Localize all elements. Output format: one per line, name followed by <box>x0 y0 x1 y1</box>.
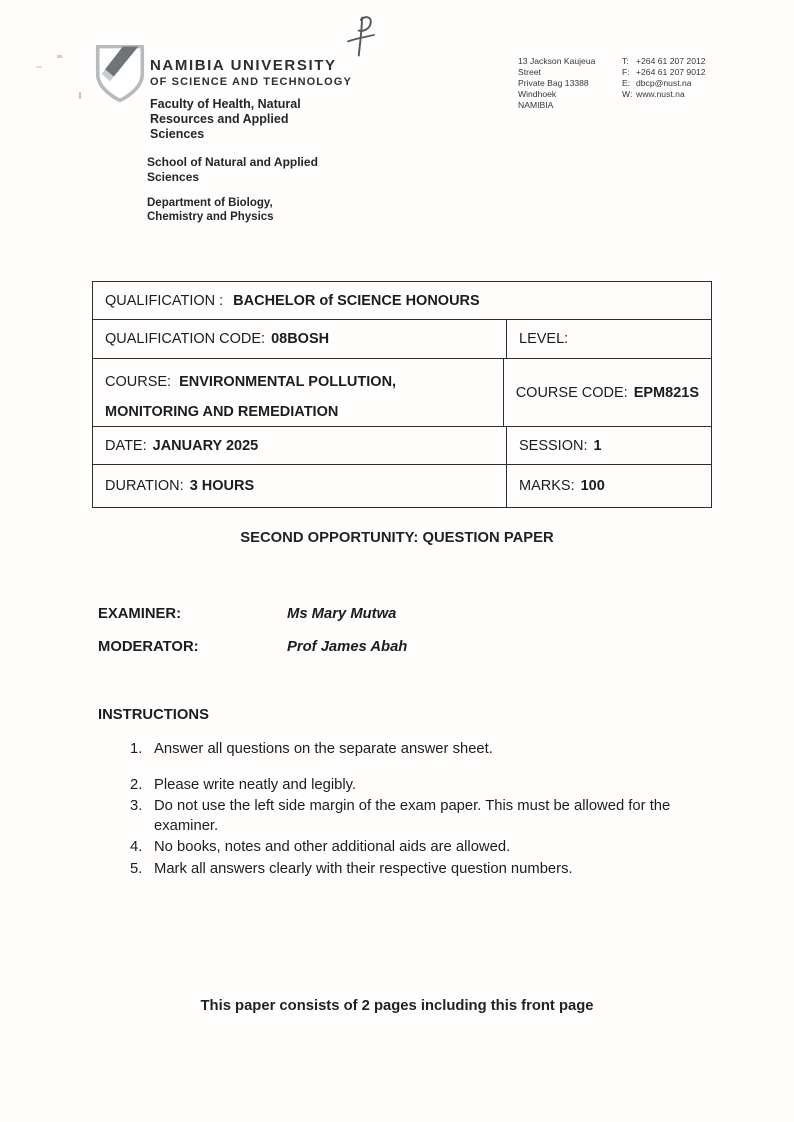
examiner-name: Ms Mary Mutwa <box>287 606 397 622</box>
duration-value: 3 HOURS <box>189 478 255 494</box>
course-code-cell <box>504 359 711 426</box>
contact-lines <box>622 56 706 111</box>
address-line: Windhoek <box>518 89 557 99</box>
exam-info-table <box>92 281 712 508</box>
date-value: JANUARY 2025 <box>152 437 259 454</box>
examiner-label: EXAMINER: <box>98 606 182 622</box>
course-code-value: EPM821S <box>633 384 699 401</box>
instruction-number: 2. <box>130 776 143 793</box>
marks-cell <box>507 465 711 507</box>
table-row-course <box>93 359 711 427</box>
instruction-text: No books, notes and other additional aids are allowed. <box>154 839 511 855</box>
instruction-text: Please write neatly and legibly. <box>154 776 357 793</box>
address-line: NAMIBIA <box>518 100 554 110</box>
address-block <box>518 56 706 111</box>
address-line: 13 Jackson Kaujeua Street <box>518 56 596 77</box>
table-row-code-level <box>93 320 711 359</box>
instruction-text: Answer all questions on the separate answer sheet. <box>154 741 493 757</box>
contact-value: +264 61 207 9012 <box>636 67 706 77</box>
instructions-title: INSTRUCTIONS <box>98 707 209 723</box>
university-name-line1: NAMIBIA UNIVERSITY <box>150 57 337 74</box>
instruction-text: Mark all answers clearly with their respective question numbers. <box>154 860 573 877</box>
contact-label: F: <box>622 67 630 77</box>
course-code-label: COURSE CODE: <box>515 384 628 401</box>
instruction-number: 4. <box>130 839 143 855</box>
contact-value: +264 61 207 2012 <box>636 56 706 66</box>
date-label: DATE: <box>105 437 147 454</box>
course-label: COURSE: <box>105 374 172 390</box>
qualification-label: QUALIFICATION : <box>105 292 224 309</box>
qualification-code-value: 08BOSH <box>271 331 330 347</box>
duration-label: DURATION: <box>105 478 184 494</box>
instruction-item <box>130 838 686 858</box>
contact-line <box>622 89 706 100</box>
contact-line <box>622 67 706 78</box>
page-count-note: This paper consists of 2 pages including this front page <box>200 998 594 1014</box>
instruction-number: 5. <box>130 860 143 877</box>
marks-label: MARKS: <box>519 478 575 494</box>
qualification-cell <box>93 282 711 319</box>
instructions-list <box>130 740 686 881</box>
contact-value: www.nust.na <box>636 89 685 99</box>
instruction-text: Do not use the left side margin of the exam paper. This must be allowed for the examiner. <box>154 798 671 834</box>
contact-label: E: <box>622 78 631 88</box>
qualification-code-label: QUALIFICATION CODE: <box>105 331 266 347</box>
people-block <box>98 606 658 672</box>
session-value: 1 <box>593 437 602 454</box>
scan-speck <box>36 66 42 68</box>
instruction-number: 3. <box>130 798 143 814</box>
address-lines <box>518 56 615 111</box>
university-wordmark <box>150 57 352 89</box>
instruction-item <box>130 776 686 796</box>
nust-shield-logo-icon <box>94 45 146 103</box>
level-cell <box>507 320 711 358</box>
session-label: SESSION: <box>519 437 588 454</box>
handwritten-pen-mark <box>338 10 386 62</box>
course-cell <box>93 359 504 426</box>
contact-line <box>622 78 706 89</box>
scan-speck <box>57 55 62 58</box>
university-name-line2: OF SCIENCE AND TECHNOLOGY <box>150 76 352 88</box>
date-cell <box>93 427 507 464</box>
contact-label: W: <box>622 89 633 99</box>
paper-type-heading: SECOND OPPORTUNITY: QUESTION PAPER <box>240 530 554 546</box>
duration-cell <box>93 465 507 507</box>
moderator-row <box>98 639 658 655</box>
instruction-item <box>130 797 686 836</box>
table-row-date-session <box>93 427 711 465</box>
examiner-row <box>98 606 658 622</box>
instruction-item <box>130 740 686 760</box>
qualification-value: BACHELOR of SCIENCE HONOURS <box>233 292 480 309</box>
level-label: LEVEL: <box>519 331 569 347</box>
instruction-number: 1. <box>130 741 143 757</box>
moderator-label: MODERATOR: <box>98 639 199 655</box>
moderator-name: Prof James Abah <box>287 639 408 655</box>
marks-value: 100 <box>580 478 605 494</box>
address-line: Private Bag 13388 <box>518 78 589 88</box>
contact-label: T: <box>622 56 629 66</box>
scan-speck <box>79 92 81 99</box>
faculty-name: Faculty of Health, Natural Resources and Applied Sciences <box>150 97 301 141</box>
qualification-code-cell <box>93 320 507 358</box>
instruction-item <box>130 860 686 880</box>
contact-line <box>622 56 706 67</box>
table-row-duration-marks <box>93 465 711 507</box>
table-row-qualification <box>93 282 711 320</box>
department-name: Department of Biology, Chemistry and Physics <box>147 197 274 223</box>
course-value: ENVIRONMENTAL POLLUTION, MONITORING AND REMEDIATION <box>105 374 397 420</box>
school-name: School of Natural and Applied Sciences <box>147 155 318 184</box>
contact-value: dbcp@nust.na <box>636 78 692 88</box>
session-cell <box>507 427 711 464</box>
